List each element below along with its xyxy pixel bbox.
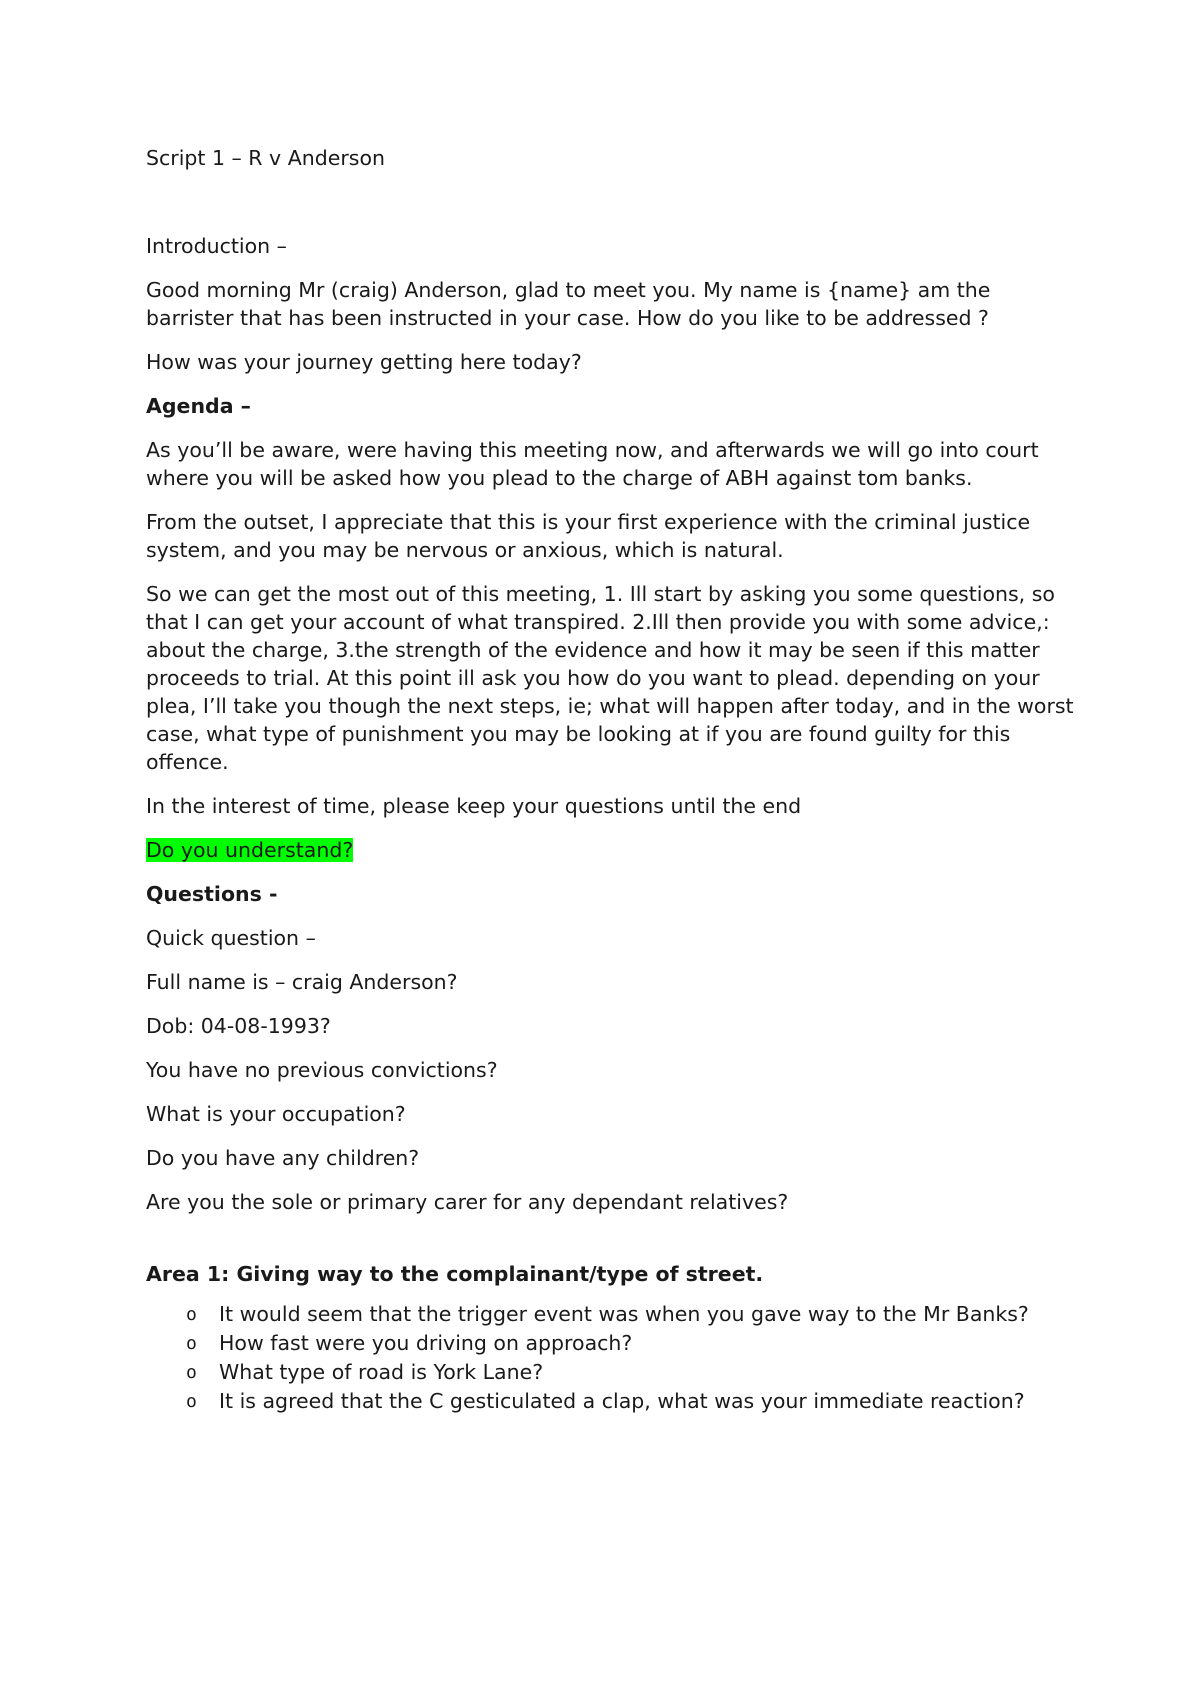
question-item: Dob: 04-08-1993? xyxy=(146,1014,331,1038)
question-item: Quick question – xyxy=(146,926,316,950)
agenda-paragraph-1: As you’ll be aware, were having this meeting now, and afterwards we will go into court where you will be asked how you plead to the charge of ABH against tom banks. xyxy=(146,438,1039,490)
list-item-text: What type of road is York Lane? xyxy=(219,1360,544,1384)
question-item: Full name is – craig Anderson? xyxy=(146,970,458,994)
agenda-paragraph-2: From the outset, I appreciate that this is your first experience with the criminal justice system, and you may be nervous or anxious, which is natural. xyxy=(146,510,1031,562)
circle-bullet-icon: o xyxy=(186,1391,197,1412)
document-title: Script 1 – R v Anderson xyxy=(146,146,385,170)
questions-heading: Questions - xyxy=(146,882,278,906)
agenda-paragraph-3: So we can get the most out of this meeting, 1. Ill start by asking you some questions, so that I can get your account of what transpired. 2.Ill then provide you with some advice,: about the charge, 3.the strength of the evidence and how it may be seen if this matter proceeds to trial. At this point ill ask you how do you want to plead. depending on your plea, I’ll take you though the next steps, ie; what will happen after today, and in the worst case, what type of punishment you may be looking at if you are found guilty for this offence. xyxy=(146,582,1074,774)
question-item: What is your occupation? xyxy=(146,1102,406,1126)
question-item: Do you have any children? xyxy=(146,1146,420,1170)
highlighted-understand-question: Do you understand? xyxy=(146,838,354,862)
introduction-label: Introduction – xyxy=(146,234,287,258)
question-item: Are you the sole or primary carer for any dependant relatives? xyxy=(146,1190,789,1214)
list-item-text: How fast were you driving on approach? xyxy=(219,1331,633,1355)
document-page xyxy=(146,144,1076,1416)
area-1-heading: Area 1: Giving way to the complainant/type of street. xyxy=(146,1262,764,1286)
list-item xyxy=(146,1300,1076,1329)
understand-question-line xyxy=(146,836,1076,864)
circle-bullet-icon: o xyxy=(186,1304,197,1325)
list-item xyxy=(146,1358,1076,1387)
list-item-text: It is agreed that the C gesticulated a clap, what was your immediate reaction? xyxy=(219,1389,1025,1413)
agenda-heading: Agenda – xyxy=(146,394,251,418)
question-item: You have no previous convictions? xyxy=(146,1058,498,1082)
list-item xyxy=(146,1329,1076,1358)
agenda-paragraph-4: In the interest of time, please keep your questions until the end xyxy=(146,794,802,818)
list-item-text: It would seem that the trigger event was when you gave way to the Mr Banks? xyxy=(219,1302,1029,1326)
circle-bullet-icon: o xyxy=(186,1362,197,1383)
area-1-list xyxy=(146,1300,1076,1416)
greeting-paragraph: Good morning Mr (craig) Anderson, glad to meet you. My name is {name} am the barrister that has been instructed in your case. How do you like to be addressed ? xyxy=(146,278,991,330)
journey-question: How was your journey getting here today? xyxy=(146,350,582,374)
circle-bullet-icon: o xyxy=(186,1333,197,1354)
list-item xyxy=(146,1387,1076,1416)
